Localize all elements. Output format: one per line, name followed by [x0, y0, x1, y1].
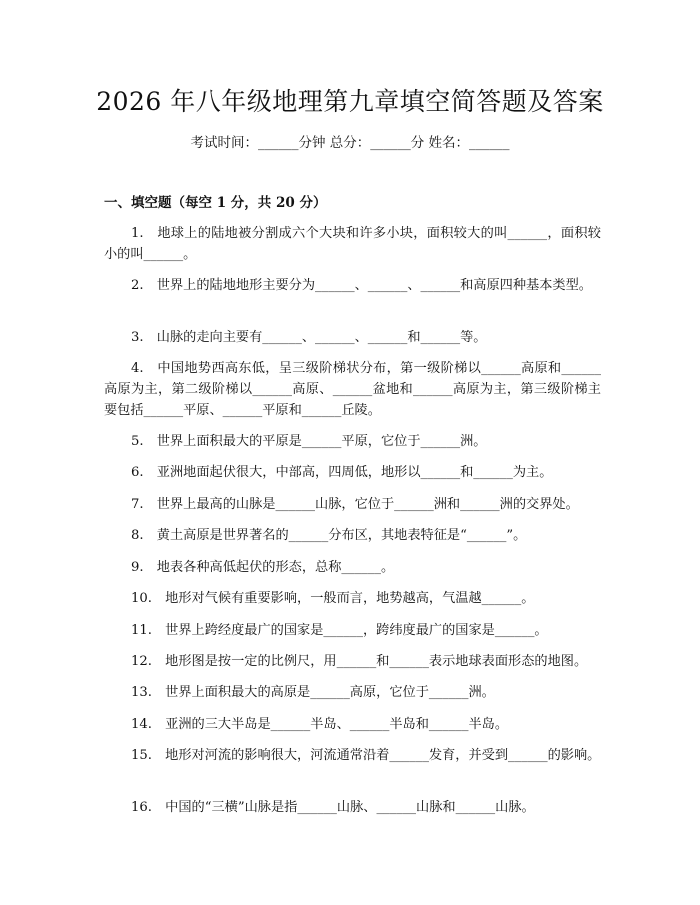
question-item: 14. 亚洲的三大半岛是______半岛、______半岛和______半岛。 — [131, 717, 509, 732]
question-item: 6. 亚洲地面起伏很大，中部高，四周低，地形以______和______为主。 — [131, 465, 553, 480]
student-name: 姓名：______ — [428, 135, 510, 151]
question-item: 1. 地球上的陆地被分割成六个大块和许多小块，面积较大的叫______，面积较小的叫______。 — [104, 226, 601, 262]
section-heading-fill-blank: 一、填空题（每空 1 分，共 20 分） — [104, 195, 327, 211]
question-item: 4. 中国地势西高东低，呈三级阶梯状分布，第一级阶梯以______高原和______高原为主，第二级阶梯以______高原、______盆地和______高原为主，第三级阶梯主要包括______平原、______平原和______丘陵。 — [104, 361, 601, 418]
question-item: 16. 中国的“三横”山脉是指______山脉、______山脉和______山脉。 — [131, 800, 535, 815]
question-item: 5. 世界上面积最大的平原是______平原，它位于______洲。 — [131, 434, 487, 449]
question-item: 15. 地形对河流的影响很大，河流通常沿着______发育，并受到______的影响。 — [131, 748, 601, 763]
exam-time: 考试时间：______分钟 — [190, 135, 326, 151]
question-item: 10. 地形对气候有重要影响，一般而言，地势越高，气温越______。 — [131, 591, 535, 606]
question-item: 3. 山脉的走向主要有______、______、______和______等。 — [131, 330, 487, 345]
question-item: 9. 地表各种高低起伏的形态，总称______。 — [131, 560, 395, 575]
question-item: 13. 世界上面积最大的高原是______高原，它位于______洲。 — [131, 685, 495, 700]
document-title: 2026 年八年级地理第九章填空简答题及答案 — [96, 87, 604, 116]
exam-info-line — [0, 131, 700, 151]
total-score: 总分：______分 — [329, 135, 425, 151]
question-item: 7. 世界上最高的山脉是______山脉，它位于______洲和______洲的交界处。 — [131, 497, 579, 512]
question-item: 12. 地形图是按一定的比例尺，用______和______表示地球表面形态的地图。 — [131, 654, 588, 669]
question-item: 8. 黄土高原是世界著名的______分布区，其地表特征是“______”。 — [131, 528, 527, 543]
question-item: 11. 世界上跨经度最广的国家是______，跨纬度最广的国家是______。 — [131, 623, 548, 638]
question-item: 2. 世界上的陆地地形主要分为______、______、______和高原四种基本类型。 — [131, 278, 592, 293]
